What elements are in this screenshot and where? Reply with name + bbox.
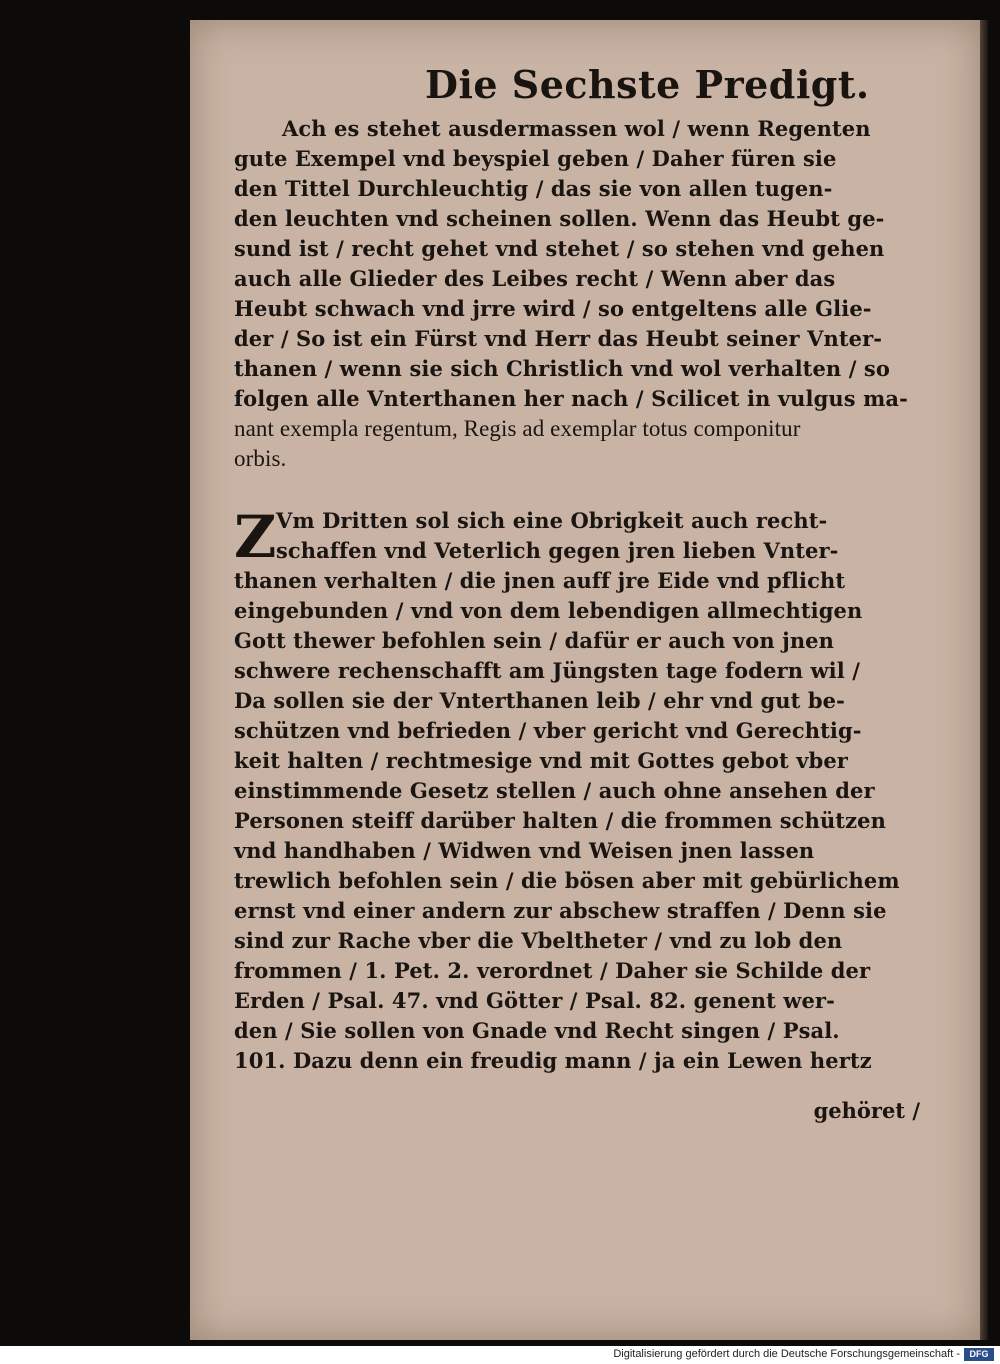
text-line: 101. Dazu denn ein freudig mann / ja ein Lewen hertz xyxy=(234,1048,872,1073)
text-line: sund ist / recht gehet vnd stehet / so stehen vnd gehen xyxy=(234,236,885,261)
text-line: sind zur Rache vber die Vbeltheter / vnd zu lob den xyxy=(234,928,843,953)
text-line: thanen verhalten / die jnen auff jre Eide vnd pflicht xyxy=(234,568,846,593)
text-line: schaffen vnd Veterlich gegen jren lieben Vnter- xyxy=(276,538,839,563)
text-line: den Tittel Durchleuchtig / das sie von allen tugen- xyxy=(234,176,833,201)
paragraph-1 xyxy=(234,114,934,474)
paragraph-2 xyxy=(234,503,934,1076)
catchword: gehöret / xyxy=(813,1098,920,1123)
funding-notice: Digitalisierung gefördert durch die Deutsche Forschungsgemeinschaft - xyxy=(613,1348,960,1360)
drop-capital: Z xyxy=(234,503,277,571)
text-line: keit halten / rechtmesige vnd mit Gottes gebot vber xyxy=(234,748,848,773)
text-line: Heubt schwach vnd jrre wird / so entgeltens alle Glie- xyxy=(234,296,872,321)
text-line: eingebunden / vnd von dem lebendigen allmechtigen xyxy=(234,598,863,623)
text-line: auch alle Glieder des Leibes recht / Wenn aber das xyxy=(234,266,836,291)
footer-bar xyxy=(0,1346,1000,1364)
text-line: Personen steiff darüber halten / die frommen schützen xyxy=(234,808,886,833)
text-line-latin: orbis. xyxy=(234,446,287,471)
text-line: gute Exempel vnd beyspiel geben / Daher füren sie xyxy=(234,146,837,171)
text-line: Ach es stehet ausdermassen wol / wenn Regenten xyxy=(282,116,871,141)
running-head: Die Sechste Predigt. xyxy=(425,62,870,107)
text-line: Erden / Psal. 47. vnd Götter / Psal. 82. genent wer- xyxy=(234,988,835,1013)
text-line: Gott thewer befohlen sein / dafür er auch von jnen xyxy=(234,628,835,653)
text-line: einstimmende Gesetz stellen / auch ohne ansehen der xyxy=(234,778,875,803)
text-line: thanen / wenn sie sich Christlich vnd wol verhalten / so xyxy=(234,356,890,381)
text-line: Da sollen sie der Vnterthanen leib / ehr vnd gut be- xyxy=(234,688,845,713)
text-line: trewlich befohlen sein / die bösen aber mit gebürlichem xyxy=(234,868,900,893)
text-line: frommen / 1. Pet. 2. verordnet / Daher sie Schilde der xyxy=(234,958,871,983)
text-line: schwere rechenschafft am Jüngsten tage fodern wil / xyxy=(234,658,860,683)
text-line: folgen alle Vnterthanen her nach / Scilicet in vulgus ma- xyxy=(234,386,908,411)
text-line: Vm Dritten sol sich eine Obrigkeit auch recht- xyxy=(276,508,828,533)
text-line: den leuchten vnd scheinen sollen. Wenn das Heubt ge- xyxy=(234,206,885,231)
text-line: den / Sie sollen von Gnade vnd Recht singen / Psal. xyxy=(234,1018,840,1043)
dfg-logo: DFG xyxy=(964,1348,994,1361)
text-line: ernst vnd einer andern zur abschew straffen / Denn sie xyxy=(234,898,887,923)
text-line-latin: nant exempla regentum, Regis ad exemplar totus componitur xyxy=(234,416,801,441)
text-line: schützen vnd befrieden / vber gericht vnd Gerechtig- xyxy=(234,718,862,743)
text-line: vnd handhaben / Widwen vnd Weisen jnen lassen xyxy=(234,838,815,863)
text-line: der / So ist ein Fürst vnd Herr das Heubt seiner Vnter- xyxy=(234,326,883,351)
